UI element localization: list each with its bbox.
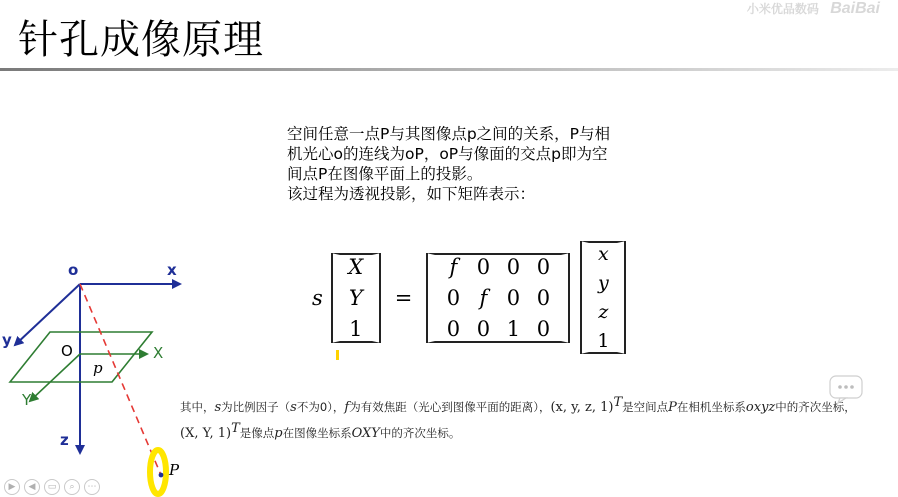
comment-icon[interactable] <box>828 374 864 404</box>
z-axis-label: z <box>60 431 69 449</box>
footnote-math: T <box>231 420 240 436</box>
footnote-math: f <box>344 399 350 415</box>
plane-y-label: Y <box>22 391 32 409</box>
back-icon[interactable]: ◀ <box>24 479 40 495</box>
matrix-cell: f <box>479 285 488 310</box>
watermark-brand: BaiBai <box>830 0 880 17</box>
footnote-math: OXY <box>351 425 380 441</box>
image-point-label: p <box>93 359 103 377</box>
footnote-math: T <box>613 395 623 410</box>
footnote-text: 中的齐次坐标， <box>775 399 856 414</box>
origin-label: o <box>68 261 79 279</box>
matrix-cell: 0 <box>536 285 551 310</box>
slide-title: 针孔成像原理 <box>18 17 264 63</box>
description-line: 空间任意一点P与其图像点p之间的关系，P与相 <box>287 125 611 143</box>
pinhole-diagram <box>0 255 210 497</box>
matrix-cell: 1 <box>349 316 363 341</box>
matrix-cell: 1 <box>506 316 521 341</box>
matrix-cell: y <box>598 272 609 294</box>
plane-origin-label: O <box>61 342 73 360</box>
x-axis-label: x <box>167 261 177 279</box>
notes-icon[interactable]: ▭ <box>44 479 60 495</box>
description-line: 机光心o的连线为oP，oP与像面的交点p即为空 <box>287 145 608 163</box>
footnote-text: 在图像坐标系 <box>282 425 352 440</box>
projection-equation <box>312 240 626 355</box>
footnote-math: s <box>290 399 297 415</box>
footnote-math: p <box>274 425 283 441</box>
matrix-cell: 0 <box>476 316 491 341</box>
play-icon[interactable]: ▶ <box>4 479 20 495</box>
projection-ray <box>80 284 164 475</box>
description-line: 该过程为透视投影，如下矩阵表示： <box>287 185 536 203</box>
image-coordinate-vector <box>331 253 381 343</box>
footnote-math: oxyz <box>745 399 776 415</box>
equation-footnote <box>180 392 895 444</box>
more-icon[interactable]: ⋯ <box>84 479 100 495</box>
watermark <box>747 0 880 18</box>
presenter-toolbar <box>4 479 100 495</box>
watermark-text: 小米优品数码 <box>746 2 819 16</box>
matrix-cell: 0 <box>476 254 491 279</box>
zoom-icon[interactable]: ⌕ <box>64 479 80 495</box>
matrix-cell: 0 <box>446 316 461 341</box>
footnote-text: 为有效焦距（光心到图像平面的距离）， <box>349 399 551 414</box>
matrix-cell: z <box>598 301 609 323</box>
matrix-cell: 0 <box>536 316 551 341</box>
plane-x-label: X <box>153 344 164 362</box>
footnote-math: P <box>668 399 677 415</box>
footnote-text: 不为0）， <box>296 399 345 414</box>
footnote-text: 在相机坐标系 <box>676 399 746 414</box>
description <box>287 124 687 204</box>
equals-sign: = <box>394 285 413 310</box>
projection-matrix <box>426 253 570 343</box>
y-axis-label: y <box>2 331 12 349</box>
description-line: 间点P在图像平面上的投影。 <box>287 165 483 183</box>
matrix-cell: 0 <box>536 254 551 279</box>
footnote-text: 中的齐次坐标。 <box>379 425 461 440</box>
footnote-math: (x, y, z, 1) <box>550 399 614 415</box>
matrix-cell: X <box>348 254 364 279</box>
matrix-cell: 0 <box>446 285 461 310</box>
plane-y-axis <box>30 354 80 401</box>
footnote-text: 其中， <box>180 399 215 414</box>
matrix-cell: 1 <box>597 330 610 352</box>
footnote-text: 为比例因子（ <box>221 399 291 414</box>
matrix-cell: f <box>449 254 458 279</box>
scale-factor: s <box>312 285 323 310</box>
title-divider <box>0 68 898 71</box>
highlight-mark <box>150 450 166 494</box>
space-point-dot <box>159 473 164 478</box>
matrix-cell: 0 <box>506 254 521 279</box>
matrix-cell: x <box>598 243 609 265</box>
space-point-label: P <box>169 461 180 479</box>
footnote-math: s <box>214 399 222 415</box>
text-cursor <box>336 350 339 360</box>
matrix-cell: Y <box>348 285 363 310</box>
footnote-math: (X, Y, 1) <box>180 425 232 441</box>
matrix-cell: 0 <box>506 285 521 310</box>
camera-coordinate-vector <box>580 241 626 354</box>
footnote-text: 是像点 <box>239 425 275 440</box>
footnote-text: 是空间点 <box>622 399 669 414</box>
